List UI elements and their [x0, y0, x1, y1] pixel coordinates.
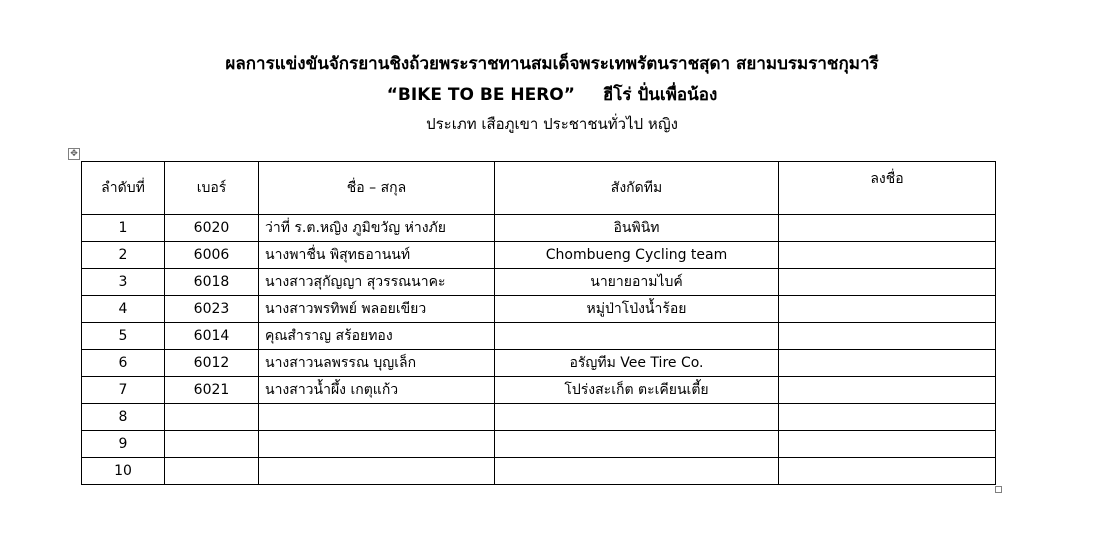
- cell-bib: 6014: [165, 323, 259, 350]
- cell-signature: [779, 323, 996, 350]
- cell-team: [495, 431, 779, 458]
- cell-bib: 6020: [165, 215, 259, 242]
- cell-rank: 10: [82, 458, 165, 485]
- table-row: [82, 458, 996, 485]
- cell-signature: [779, 404, 996, 431]
- cell-signature: [779, 269, 996, 296]
- table-row: [82, 377, 996, 404]
- cell-bib: 6006: [165, 242, 259, 269]
- cell-team: [495, 458, 779, 485]
- cell-bib: [165, 431, 259, 458]
- header-team: สังกัดทีม: [495, 162, 779, 215]
- cell-name: [259, 458, 495, 485]
- header-rank: ลำดับที่: [82, 162, 165, 215]
- cell-team: อินพินิท: [495, 215, 779, 242]
- table-row: [82, 323, 996, 350]
- cell-signature: [779, 377, 996, 404]
- cell-signature: [779, 215, 996, 242]
- table-resize-icon[interactable]: [995, 486, 1002, 493]
- cell-rank: 8: [82, 404, 165, 431]
- cell-team: นายายอามไบค์: [495, 269, 779, 296]
- cell-rank: 5: [82, 323, 165, 350]
- cell-rank: 2: [82, 242, 165, 269]
- cell-signature: [779, 242, 996, 269]
- cell-team: [495, 404, 779, 431]
- cell-team: อรัญทีม Vee Tire Co.: [495, 350, 779, 377]
- cell-team: [495, 323, 779, 350]
- cell-signature: [779, 458, 996, 485]
- header-name: ชื่อ – สกุล: [259, 162, 495, 215]
- cell-name: คุณสำราญ สร้อยทอง: [259, 323, 495, 350]
- cell-team: หมู่ป่าโป่งน้ำร้อย: [495, 296, 779, 323]
- cell-signature: [779, 350, 996, 377]
- cell-bib: [165, 458, 259, 485]
- table-row: [82, 296, 996, 323]
- table-row: [82, 215, 996, 242]
- table-row: [82, 242, 996, 269]
- header-bib: เบอร์: [165, 162, 259, 215]
- results-table: [81, 161, 996, 485]
- table-row: [82, 350, 996, 377]
- cell-signature: [779, 431, 996, 458]
- cell-bib: 6023: [165, 296, 259, 323]
- event-name: “BIKE TO BE HERO”: [386, 85, 575, 105]
- document-title: ผลการแข่งขันจักรยานชิงถ้วยพระราชทานสมเด็จพระเทพรัตนราชสุดา สยามบรมราชกุมารี: [225, 54, 879, 74]
- cell-rank: 6: [82, 350, 165, 377]
- table-header-row: [82, 162, 996, 215]
- cell-name: [259, 404, 495, 431]
- cell-rank: 1: [82, 215, 165, 242]
- event-slogan: ฮีโร่ ปั่นเพื่อน้อง: [602, 85, 718, 105]
- cell-rank: 7: [82, 377, 165, 404]
- event-title: [0, 81, 1104, 108]
- cell-name: นางสาวน้ำผึ้ง เกตุแก้ว: [259, 377, 495, 404]
- cell-bib: 6012: [165, 350, 259, 377]
- cell-bib: 6018: [165, 269, 259, 296]
- cell-bib: [165, 404, 259, 431]
- table-row: [82, 269, 996, 296]
- cell-rank: 4: [82, 296, 165, 323]
- table-move-icon[interactable]: ✥: [68, 148, 80, 160]
- cell-bib: 6021: [165, 377, 259, 404]
- cell-name: [259, 431, 495, 458]
- cell-signature: [779, 296, 996, 323]
- cell-name: นางสาวพรทิพย์ พลอยเขียว: [259, 296, 495, 323]
- cell-name: ว่าที่ ร.ต.หญิง ภูมิขวัญ ห่างภัย: [259, 215, 495, 242]
- cell-rank: 3: [82, 269, 165, 296]
- cell-name: นางสาวนลพรรณ บุญเล็ก: [259, 350, 495, 377]
- header-signature: ลงชื่อ: [779, 162, 996, 215]
- table-row: [82, 431, 996, 458]
- cell-team: Chombueng Cycling team: [495, 242, 779, 269]
- cell-name: นางสาวสุกัญญา สุวรรณนาคะ: [259, 269, 495, 296]
- cell-name: นางพาชื่น พิสุทธอานนท์: [259, 242, 495, 269]
- table-row: [82, 404, 996, 431]
- category-subtitle: ประเภท เสือภูเขา ประชาชนทั่วไป หญิง: [426, 115, 678, 133]
- cell-team: โปร่งสะเก็ต ตะเคียนเตี้ย: [495, 377, 779, 404]
- cell-rank: 9: [82, 431, 165, 458]
